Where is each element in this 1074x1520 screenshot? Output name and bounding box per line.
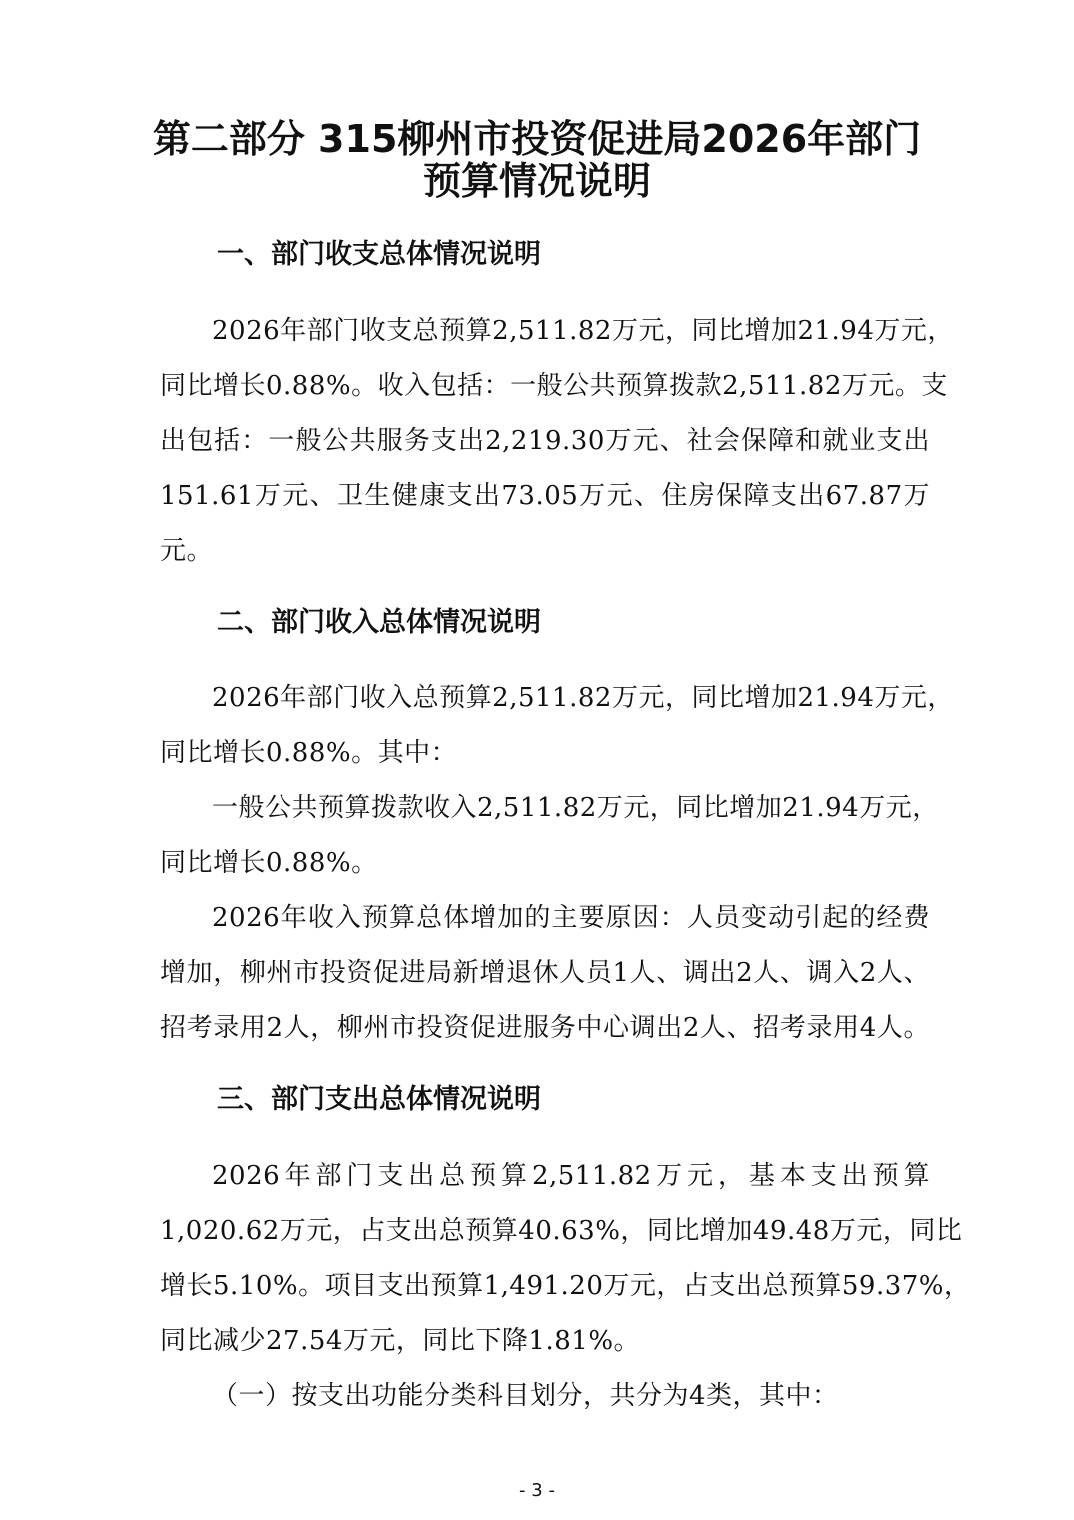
- section1-line-2: 同比增长0.88%。收入包括：一般公共预算拨款2,511.82万元。支: [160, 371, 948, 401]
- section3-line-3: 增长5.10%。项目支出预算1,491.20万元，占支出总预算59.37%，: [160, 1271, 971, 1301]
- section1-heading: 一、部门收支总体情况说明: [217, 239, 541, 270]
- section3-heading: 三、部门支出总体情况说明: [217, 1084, 541, 1115]
- section3-line-4: 同比减少27.54万元，同比下降1.81%。: [160, 1326, 641, 1356]
- section3-line-2: 1,020.62万元，占支出总预算40.63%，同比增加49.48万元，同比: [160, 1216, 963, 1246]
- section2-line-3: 一般公共预算拨款收入2,511.82万元，同比增加21.94万元，: [212, 793, 939, 823]
- section1-line-3: 出包括：一般公共服务支出2,219.30万元、社会保障和就业支出: [160, 426, 930, 456]
- section2-heading: 二、部门收入总体情况说明: [217, 607, 541, 638]
- page-title-line2: 预算情况说明: [422, 159, 651, 203]
- section2-line-4: 同比增长0.88%。: [160, 848, 378, 878]
- section3-line-1: 2026年部门支出总预算2,511.82万元，基本支出预算: [212, 1161, 930, 1191]
- section2-line-1: 2026年部门收入总预算2,511.82万元，同比增加21.94万元，: [212, 683, 954, 713]
- section2-line-5: 2026年收入预算总体增加的主要原因：人员变动引起的经费: [212, 903, 930, 933]
- page-number: - 3 -: [519, 1480, 555, 1501]
- section1-line-5: 元。: [160, 536, 214, 566]
- section3-line-5: （一）按支出功能分类科目划分，共分为4类，其中：: [212, 1381, 839, 1411]
- section2-line-6: 增加，柳州市投资促进局新增退休人员1人、调出2人、调入2人、: [160, 958, 930, 988]
- section1-line-1: 2026年部门收支总预算2,511.82万元，同比增加21.94万元，: [212, 316, 954, 346]
- section2-line-7: 招考录用2人，柳州市投资促进服务中心调出2人、招考录用4人。: [160, 1013, 930, 1043]
- section2-line-2: 同比增长0.88%。其中：: [160, 738, 458, 768]
- page-title-line1: 第二部分 315柳州市投资促进局2026年部门: [152, 117, 922, 161]
- section1-line-4: 151.61万元、卫生健康支出73.05万元、住房保障支出67.87万: [160, 481, 930, 511]
